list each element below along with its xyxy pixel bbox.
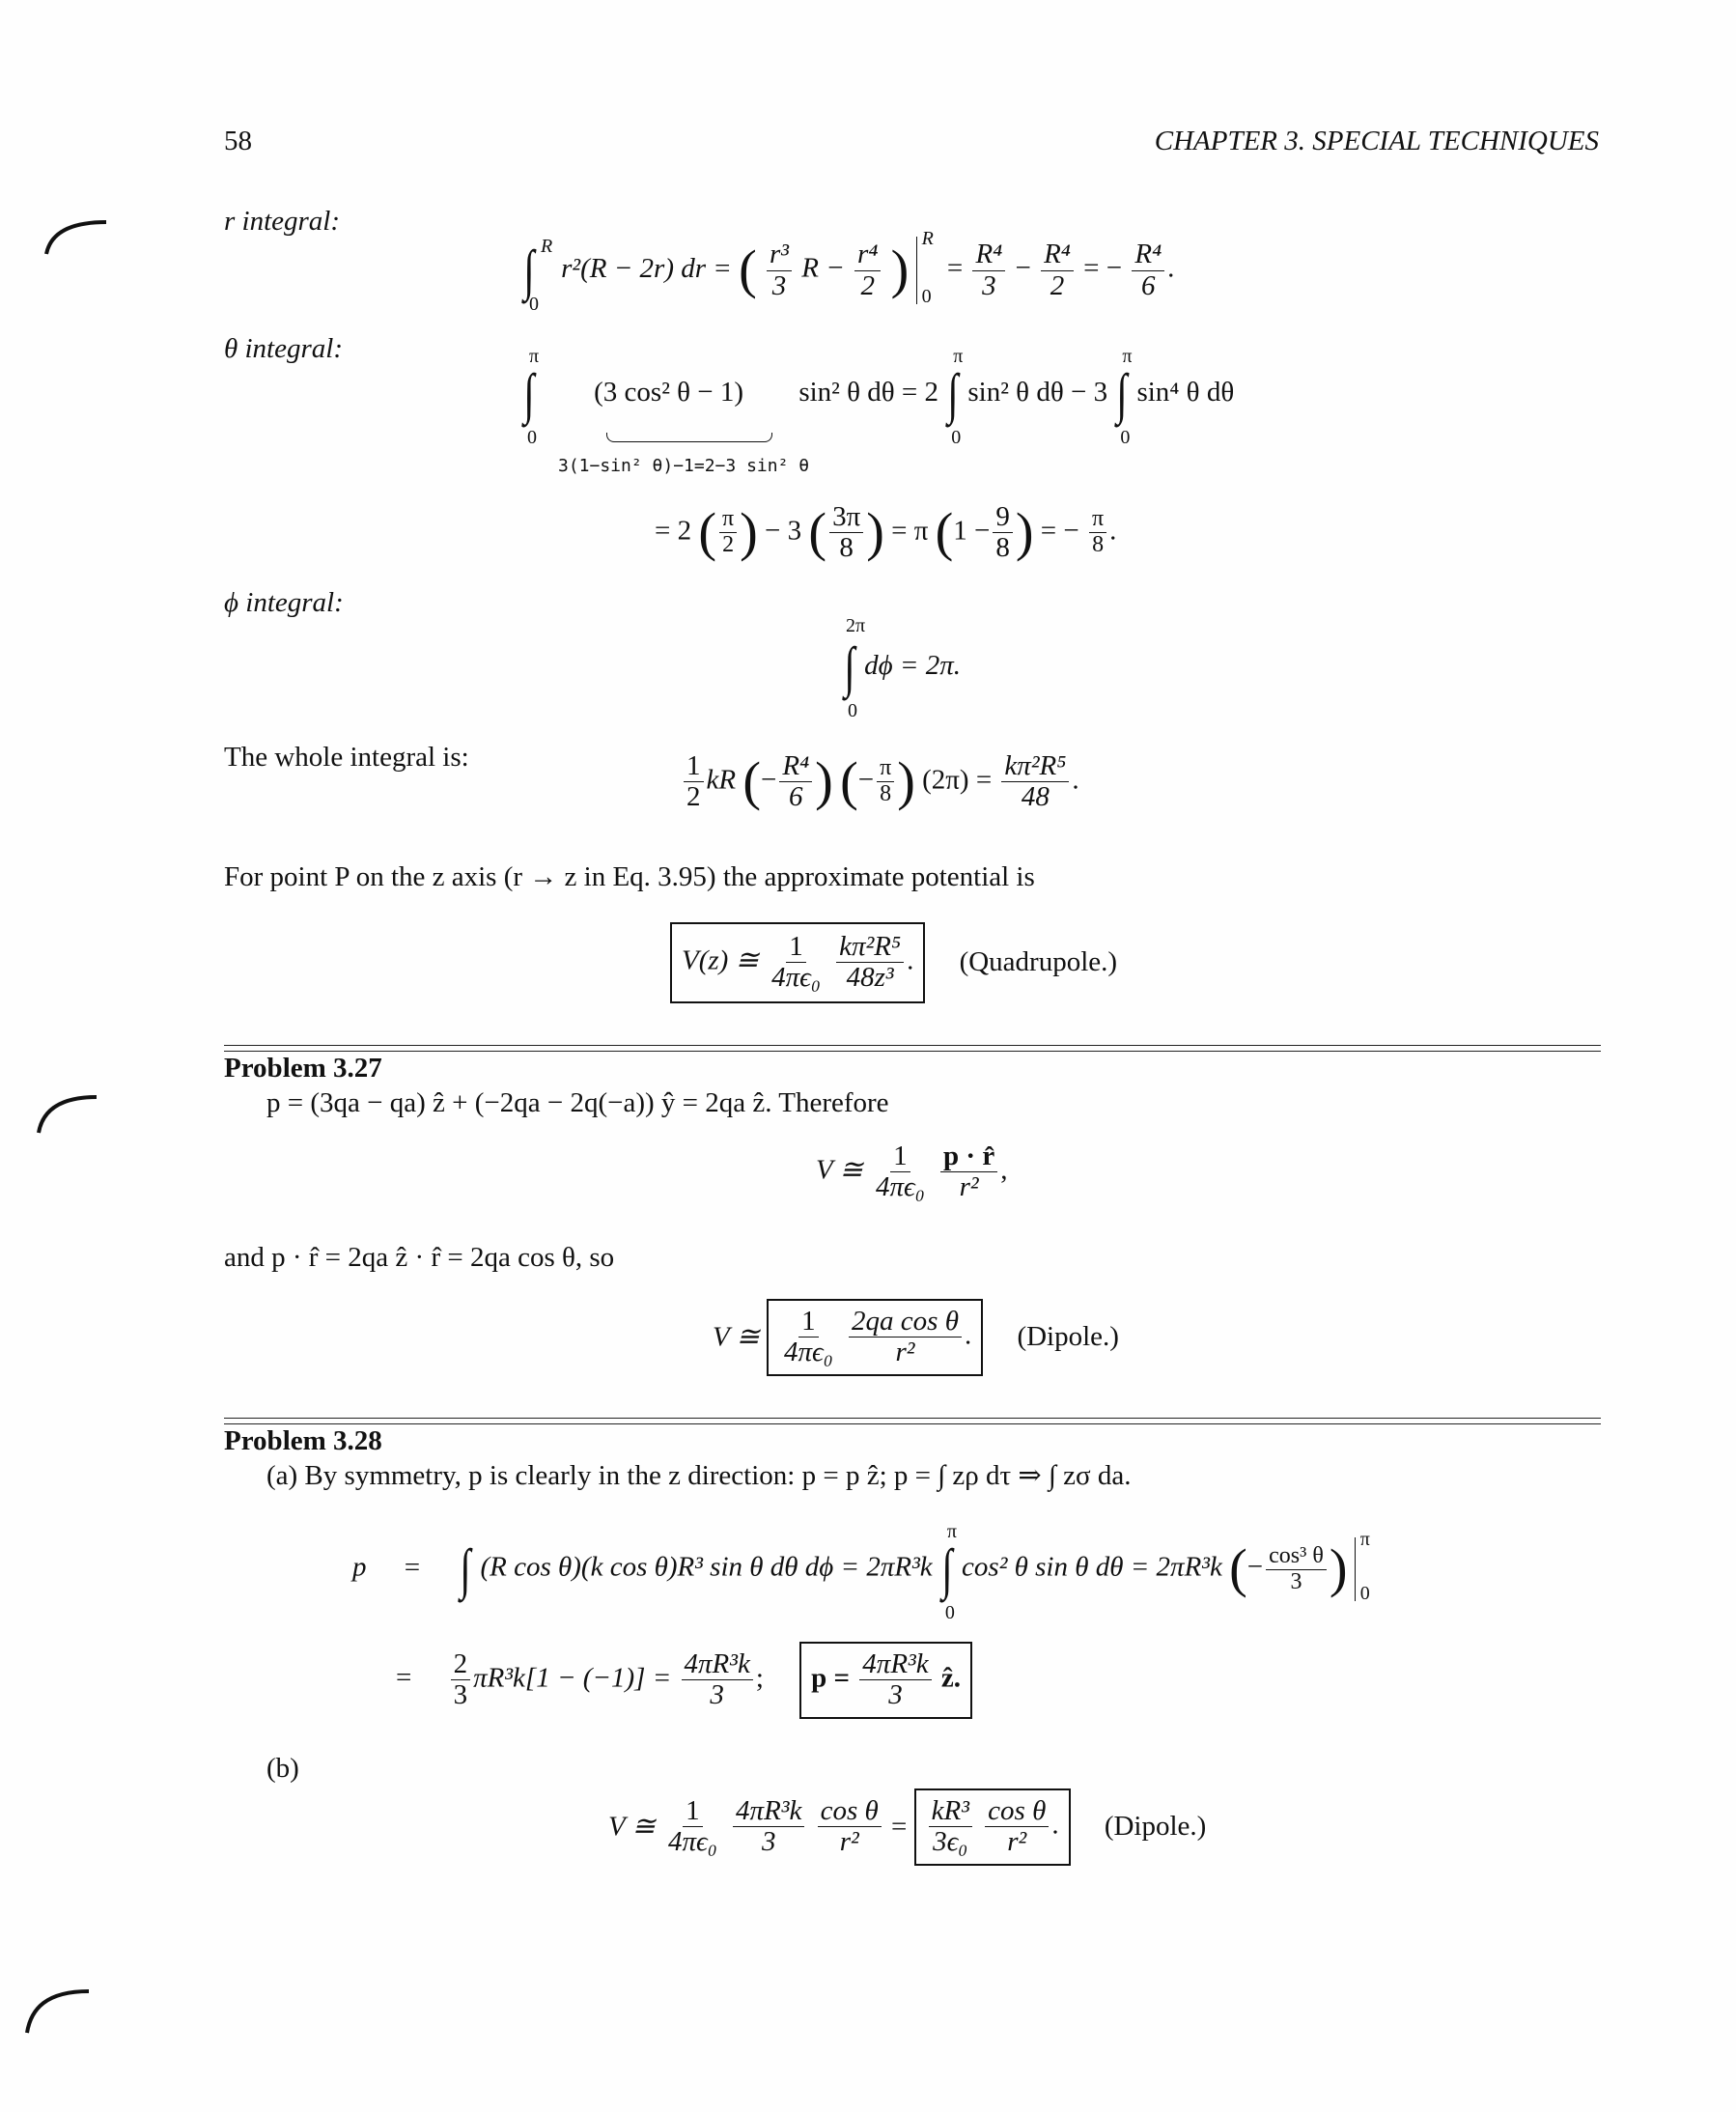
bracketed-term: (3 cos² θ − 1) <box>594 376 744 408</box>
whole-integral-label: The whole integral is: <box>224 742 469 773</box>
page-number: 58 <box>224 126 252 156</box>
theta-integral-label: θ integral: <box>224 333 343 364</box>
integrand: sin² θ dθ = 2 <box>798 376 938 408</box>
part-b-potential: V ≅ $\frac{1}{\text{4πϵ₀}}$ $\frac{\text{4πR³k}}{3}$ $\frac{\text{cos θ}}{\text{r²}}$ = $\frac{\text{kR³}}{\text{3ϵ₀}}$ $\frac{\text{cos θ}}{\text{r²}}$ . (Dipole.) <box>608 1788 1206 1866</box>
integral-sign: ∫ <box>460 1536 471 1600</box>
term1: sin² θ dθ − 3 <box>967 376 1108 408</box>
divider <box>224 1051 1601 1052</box>
theta-integral-line2: = 2 ( $\frac{\pi}{2}$ ) − 3 ( $\frac{3\pi}{8}$ ) = π (1 − $\frac{9}{8}$ ) = − $\frac{\pi}{8}$ . <box>655 501 1117 564</box>
frac-pi-8: $\frac{\pi}{8}$ <box>1089 507 1106 558</box>
dipole-note: (Dipole.) <box>1104 1811 1207 1843</box>
dipole-note: (Dipole.) <box>1017 1321 1119 1353</box>
divider <box>224 1045 1601 1046</box>
boxed-result: $\frac{1}{\text{4πϵ₀}}$ $\frac{\text{2qa cos θ}}{\text{r²}}$ . <box>767 1299 983 1376</box>
quadrupole-note: (Quadrupole.) <box>959 946 1118 978</box>
eval-bar: π 0 <box>1355 1537 1356 1601</box>
p-integral-row1: p = ∫ (R cos θ)(k cos θ)R³ sin θ dθ dϕ = 2πR³k ∫ π 0 cos² θ sin θ dθ = 2πR³k (− $\frac{\text{cos³ θ}}{3}$ ) π 0 <box>352 1520 1370 1623</box>
phi-integral-equation: ∫ 2π 0 dϕ = 2π. <box>842 645 961 690</box>
scan-mark-3 <box>21 1970 98 2038</box>
theta-integral-line1 <box>521 346 1235 448</box>
dipole-approx: V ≅ $\frac{1}{\text{4πϵ₀}}$ $\frac{p \cdot r̂}{\text{r²}}$ , <box>816 1140 1008 1203</box>
frac-3pi-8: $\frac{3\pi}{8}$ <box>829 502 863 564</box>
chapter-title: CHAPTER 3. SPECIAL TECHNIQUES <box>1154 126 1599 156</box>
problem-3-28-title: Problem 3.28 <box>224 1425 382 1456</box>
frac-R4-3: $\frac{\text{R⁴}}{3}$ <box>972 239 1005 301</box>
phi-integral-label: ϕ integral: <box>224 587 344 618</box>
frac-pi-8: $\frac{\pi}{8}$ <box>877 756 894 807</box>
r-integral-label: r integral: <box>224 206 341 237</box>
integral-sign: ∫ π 0 <box>1116 346 1133 448</box>
r-lhs: r²(R − 2r) dr = <box>561 252 732 284</box>
boxed-result: $\frac{\text{kR³}}{\text{3ϵ₀}}$ $\frac{\text{cos θ}}{\text{r²}}$ . <box>914 1788 1071 1866</box>
problem-3-27-line2: and p · r̂ = 2qa ẑ · r̂ = 2qa cos θ, so <box>224 1242 615 1273</box>
boxed-result: p = $\frac{\text{4πR³k}}{3}$ ẑ. <box>799 1642 972 1719</box>
frac-R4-2: $\frac{\text{R⁴}}{2}$ <box>1041 239 1074 301</box>
term2: sin⁴ θ dθ <box>1136 376 1235 408</box>
r-tail: R − <box>801 252 845 284</box>
frac-1-2: $\frac{1}{2}$ <box>684 751 704 813</box>
frac-result: $\frac{\text{kπ²R⁵}}{48}$ <box>1001 751 1069 813</box>
frac-R4-6: $\frac{\text{R⁴}}{6}$ <box>779 751 812 813</box>
dipole-result: V ≅ $\frac{1}{\text{4πϵ₀}}$ $\frac{\text{2qa cos θ}}{\text{r²}}$ . (Dipole.) <box>713 1299 1119 1376</box>
divider <box>224 1418 1601 1419</box>
integral-sign: ∫ 2π 0 <box>844 615 866 721</box>
problem-3-28-part-b: (b) <box>266 1753 299 1784</box>
quadrupole-potential <box>670 922 1117 1003</box>
frac-r3-3: $\frac{\text{r³}}{3}$ <box>767 239 792 301</box>
upper-limit: R <box>541 235 553 257</box>
frac-9-8: $\frac{9}{8}$ <box>993 502 1013 564</box>
underbrace-note: 3(1−sin² θ)−1=2−3 sin² θ <box>558 456 810 476</box>
point-p-text: For point P on the z axis (r → z in Eq. 3.95) the approximate potential is <box>224 861 1035 892</box>
integral-sign: ∫ R 0 <box>523 235 553 315</box>
frac-r4-2: $\frac{\text{r⁴}}{2}$ <box>854 239 881 301</box>
integral-sign: ∫ π 0 <box>947 346 964 448</box>
eval-bar: R 0 <box>916 237 917 304</box>
problem-3-27-title: Problem 3.27 <box>224 1053 382 1084</box>
r-integral-equation: ∫ R 0 r²(R − 2r) dr = ( $\frac{\text{r³}}{3}$ R − $\frac{\text{r⁴}}{2}$ ) R 0 = $\frac{\text{R⁴}}{3}$ − $\frac{\text{R⁴}}{2}$ = − $\frac{\text{R⁴}}{6}$ . <box>521 237 1174 304</box>
scan-mark-2 <box>33 1080 110 1138</box>
integral-sign: ∫ π 0 <box>523 346 540 448</box>
whole-integral-equation: $\frac{1}{2}$ kR (− $\frac{\text{R⁴}}{6}$ ) (− $\frac{\pi}{8}$ ) (2π) = $\frac{\text{kπ²R⁵}}{48}$ . <box>681 751 1079 813</box>
boxed-result: V(z) ≅ $\frac{1}{\text{4πϵ₀}}$ $\frac{\text{kπ²R⁵}}{\text{48z³}}$ . <box>670 922 925 1003</box>
divider <box>224 1423 1601 1424</box>
integral-sign: ∫ π 0 <box>941 1520 958 1623</box>
problem-3-27-line1: p = (3qa − qa) ẑ + (−2qa − 2q(−a)) ŷ = 2qa ẑ. Therefore <box>266 1087 889 1118</box>
problem-3-28-part-a: (a) By symmetry, p is clearly in the z direction: p = p ẑ; p = ∫ zρ dτ ⇒ ∫ zσ da. <box>266 1460 1132 1491</box>
lower-limit: 0 <box>529 293 539 315</box>
scan-mark-1 <box>39 211 116 259</box>
p-integral-row2: = $\frac{2}{3}$ πR³k[1 − (−1)] = $\frac{\text{4πR³k}}{3}$ ; p = $\frac{\text{4πR³k}}{3}$ ẑ. <box>396 1642 972 1719</box>
frac-pi-2: $\frac{\pi}{2}$ <box>719 507 737 558</box>
underbrace <box>606 433 772 442</box>
frac-R4-6: $\frac{\text{R⁴}}{6}$ <box>1132 239 1164 301</box>
